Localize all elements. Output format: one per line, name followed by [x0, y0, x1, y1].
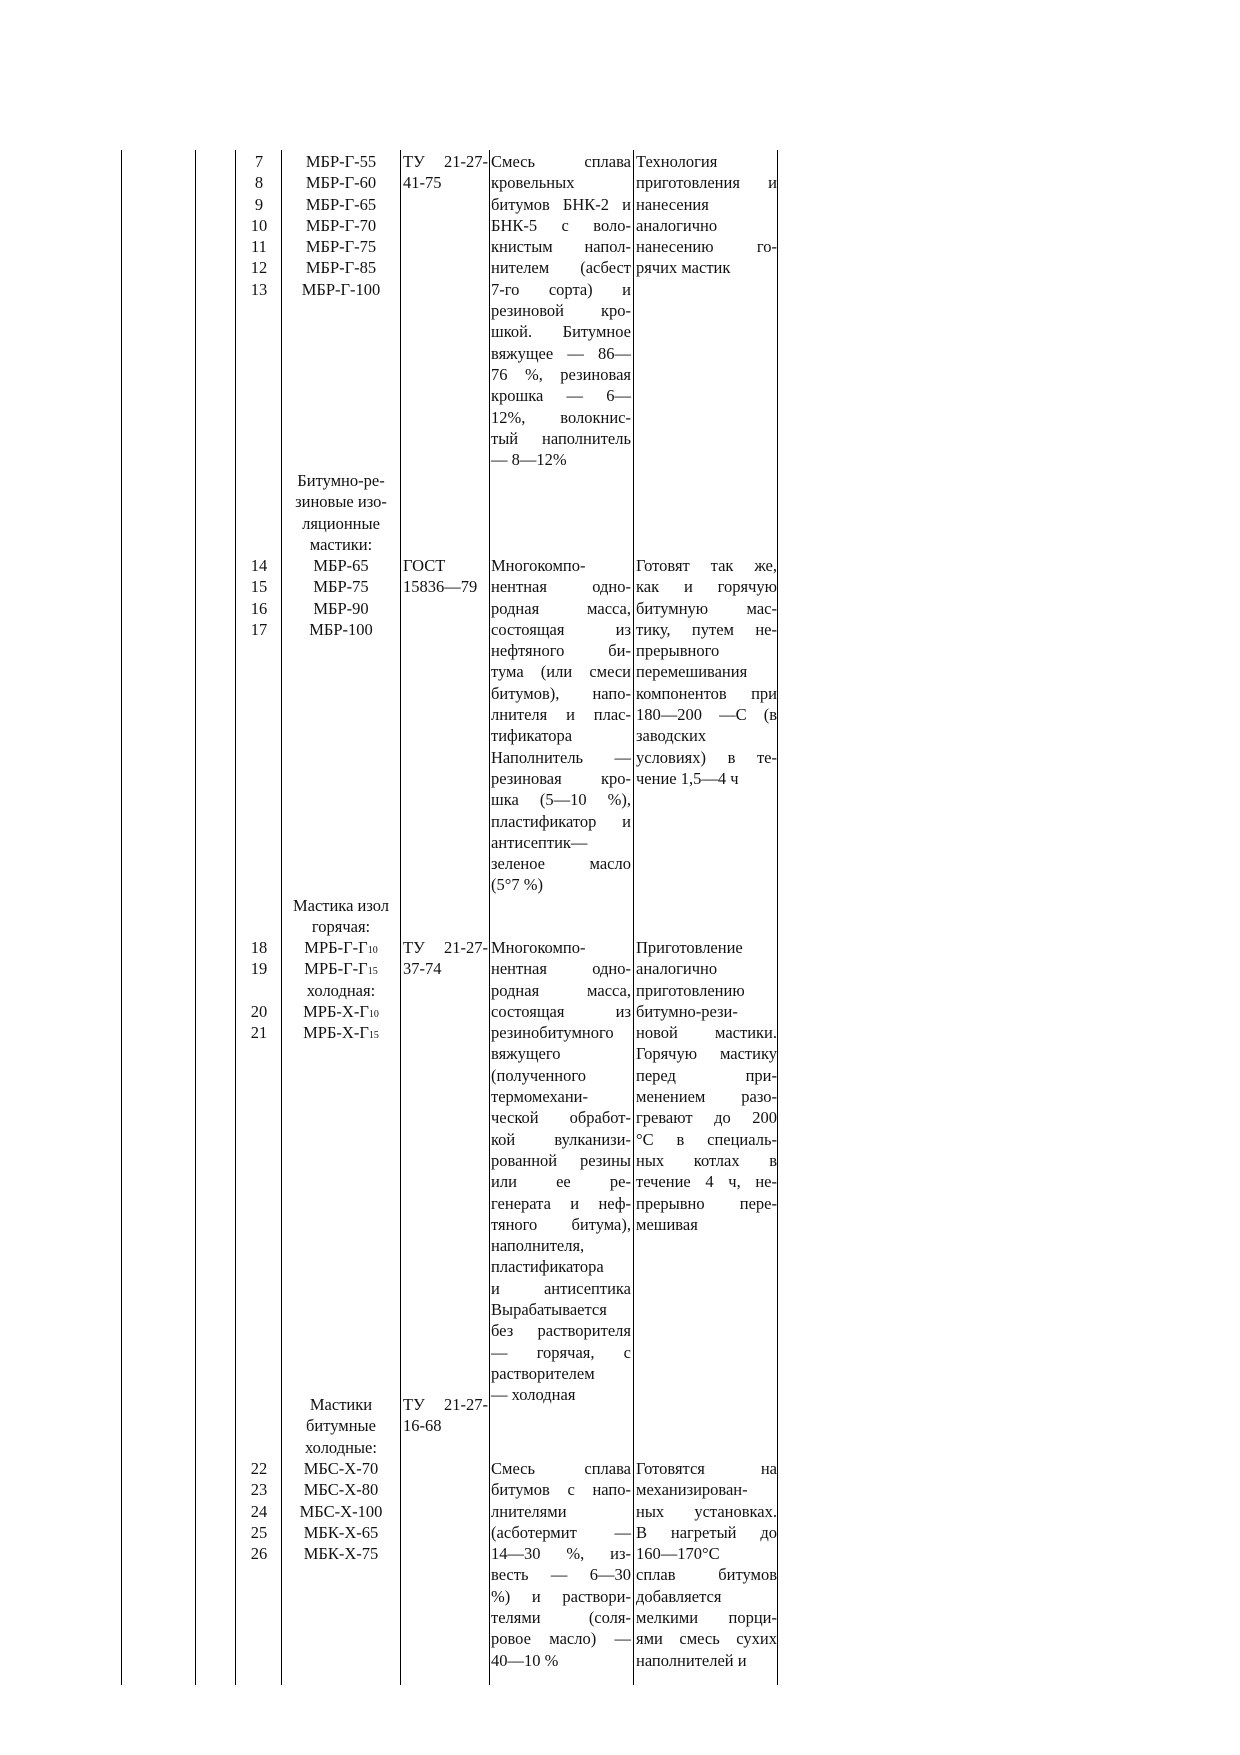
group4-description-line: 40—10 %: [491, 1650, 559, 1670]
group2-heading-line: мастики:: [309, 534, 373, 554]
group1-technology-line: Технология: [636, 152, 718, 171]
group1-description: [491, 151, 631, 470]
group2-numbers-line: 14: [250, 556, 268, 575]
group3-heading-line: горячая:: [311, 917, 371, 937]
group1-description-line: резиновой кро-: [491, 301, 631, 321]
group4-standard-line: ТУ 21-27-: [403, 1395, 488, 1414]
group3-technology-line: Горячую мастику: [636, 1044, 777, 1064]
group3-numbers-hot: [238, 937, 280, 980]
group2-numbers-line: 17: [250, 619, 268, 639]
group2-technology-line: заводских: [636, 726, 707, 746]
group1-numbers-line: 12: [250, 258, 268, 278]
group2-technology-line: условиях) в те-: [636, 747, 777, 767]
group2-names-line: МБР-100: [309, 619, 373, 639]
group1-technology-line: приготовления и: [636, 173, 777, 193]
group3-description-line: без растворителя: [491, 1321, 631, 1341]
group3-technology-line: гревают до 200: [636, 1108, 777, 1128]
group1-description-line: тый наполнитель: [491, 428, 631, 448]
group3-description-line: Многокомпо-: [491, 938, 586, 957]
group3-technology-line: °С в специаль-: [636, 1129, 777, 1149]
table-border-1: [121, 150, 122, 1685]
group4-technology-line: ями смесь сухих: [636, 1629, 777, 1649]
group1-numbers-line: 10: [250, 215, 268, 235]
group3-description-line: термомехани-: [491, 1087, 588, 1107]
group1-description-line: 7-го сорта) и: [491, 279, 631, 299]
group1-description-line: кровельных: [491, 173, 575, 193]
group1-standard-line: ТУ 21-27-: [403, 152, 488, 171]
group4-numbers-line: 23: [250, 1480, 268, 1500]
group1-technology-line: аналогично: [636, 215, 718, 235]
group3-technology-line: Приготовление: [636, 938, 743, 957]
group3-description: [491, 937, 631, 1406]
group3-description-line: рованной резины: [491, 1150, 631, 1170]
group3-description-line: нентная одно-: [491, 959, 631, 979]
group1-numbers: [238, 151, 280, 300]
group2-description-line: шка (5—10 %),: [491, 790, 631, 810]
group3-cold-label: холодная:: [306, 981, 376, 1000]
group1-standard: [403, 151, 488, 194]
group2-description-line: Наполнитель —: [491, 747, 631, 767]
group4-technology-line: В нагретый до: [636, 1522, 777, 1542]
group4-technology-line: Готовятся на: [636, 1459, 777, 1478]
group1-numbers-line: 8: [254, 173, 264, 193]
group4-standard: [403, 1394, 488, 1437]
group2-standard-line: 15836—79: [403, 577, 478, 597]
group4-technology-line: добавляется: [636, 1586, 722, 1606]
table-border-2: [195, 150, 196, 1685]
group3-description-line: кой вулканизи-: [491, 1129, 631, 1149]
group4-numbers-line: 26: [250, 1544, 268, 1564]
group2-description-line: родная масса,: [491, 598, 631, 618]
group4-technology: [636, 1458, 777, 1671]
group1-names-line: МБР-Г-65: [305, 194, 377, 214]
group2-numbers-line: 15: [250, 577, 268, 597]
group1-technology-line: рячих мастик: [636, 258, 731, 278]
group4-names-line: МБС-Х-100: [299, 1501, 383, 1521]
group1-technology: [636, 151, 777, 279]
group2-heading-line: зиновые изо-: [295, 492, 387, 512]
group2-description-line: нентная одно-: [491, 577, 631, 597]
group1-description-line: БНК-5 с воло-: [491, 215, 631, 235]
group2-description-line: резиновая кро-: [491, 768, 631, 788]
group2-numbers: [238, 555, 280, 640]
group4-numbers-line: 25: [250, 1522, 268, 1542]
group3-heading: [284, 895, 398, 938]
group2-names: [284, 555, 398, 640]
group3-technology-line: течение 4 ч, не-: [636, 1172, 777, 1192]
group2-description-line: тификатора: [491, 726, 573, 746]
group2-description-line: битумов), напо-: [491, 683, 631, 703]
group1-description-line: — 8—12%: [491, 450, 567, 470]
group3-technology: [636, 937, 777, 1235]
group4-description-line: Смесь сплава: [491, 1459, 631, 1478]
table-border-6: [489, 150, 490, 1685]
group4-description-line: (асботермит —: [491, 1522, 631, 1542]
group4-technology-line: механизирован-: [636, 1480, 748, 1500]
group4-numbers: [238, 1458, 280, 1564]
group3-technology-line: менением разо-: [636, 1087, 777, 1107]
group2-standard: [403, 555, 488, 598]
group4-technology-line: 160—170°С: [636, 1544, 720, 1564]
group2-numbers-line: 16: [250, 598, 268, 618]
group1-description-line: Смесь сплава: [491, 152, 631, 171]
group4-heading: [284, 1394, 398, 1458]
group3-heading-line: Мастика изол: [292, 896, 390, 915]
group2-heading: [284, 470, 398, 555]
group4-heading-line: холодные:: [305, 1437, 377, 1457]
group4-description-line: битумов с напо-: [491, 1480, 631, 1500]
group1-numbers-line: 9: [254, 194, 264, 214]
group3-technology-line: мешивая: [636, 1214, 698, 1234]
group1-names-line: МБР-Г-55: [305, 152, 377, 171]
group4-description-line: весть — 6—30: [491, 1565, 631, 1585]
group4-numbers-line: 22: [250, 1459, 268, 1478]
group2-technology-line: битумную мас-: [636, 598, 777, 618]
group3-numbers-cold: [238, 1001, 280, 1044]
group3-description-line: Вырабатывается: [491, 1300, 607, 1320]
group1-numbers-line: 11: [251, 237, 267, 257]
group3-standard-line: 37-74: [403, 959, 442, 979]
group1-description-line: книстым напол-: [491, 237, 631, 257]
group2-heading-line: ляционные: [302, 513, 380, 533]
group1-description-line: нителем (асбест: [491, 258, 631, 278]
group3-description-line: ческой обработ-: [491, 1108, 631, 1128]
group1-names-line: МБР-Г-60: [305, 173, 377, 193]
table-border-4: [281, 150, 282, 1685]
group3-description-line: родная масса,: [491, 980, 631, 1000]
group4-names-line: МБК-Х-65: [303, 1522, 379, 1542]
group1-names-line: МБР-Г-85: [305, 258, 377, 278]
group2-names-line: МБР-65: [313, 556, 369, 575]
table-border-3: [235, 150, 236, 1685]
group4-technology-line: мелкими порци-: [636, 1608, 777, 1628]
group2-technology-line: прерывного: [636, 641, 720, 661]
group2-technology-line: тику, путем не-: [636, 619, 777, 639]
group3-description-line: — холодная: [491, 1385, 576, 1405]
group3-names-hot: МРБ-Г-Г10 МРБ-Г-Г15: [304, 938, 378, 979]
group2-standard-line: ГОСТ: [403, 556, 446, 575]
group2-heading-line: Битумно-ре-: [297, 471, 385, 490]
group1-technology-line: нанесения: [636, 194, 709, 214]
group4-standard-line: 16-68: [403, 1416, 442, 1436]
group3-description-line: состоящая из: [491, 1001, 631, 1021]
group1-description-line: вяжущее — 86—: [491, 343, 631, 363]
group1-description-line: битумов БНК-2 и: [491, 194, 631, 214]
group3-description-line: генерата и неф-: [491, 1193, 631, 1213]
group1-description-line: 12%, волокнис-: [491, 407, 631, 427]
group3-technology-line: перед при-: [636, 1065, 777, 1085]
group4-names-line: МБС-Х-80: [303, 1480, 379, 1500]
group4-description-line: ровое масло) —: [491, 1629, 631, 1649]
group1-names-line: МБР-Г-75: [305, 237, 377, 257]
group1-description-line: шкой. Битумное: [491, 322, 631, 342]
group2-technology-line: 180—200 —С (в: [636, 705, 777, 725]
group2-technology-line: перемешивания: [636, 662, 748, 682]
group4-names: [284, 1458, 398, 1564]
group1-names-line: МБР-Г-70: [305, 215, 377, 235]
group4-technology-line: сплав битумов: [636, 1565, 777, 1585]
group3-technology-line: приготовлению: [636, 980, 745, 1000]
group1-description-line: крошка — 6—: [491, 386, 631, 406]
group4-description-line: лнителями: [491, 1501, 567, 1521]
group2-technology: [636, 555, 777, 789]
group2-description: [491, 555, 631, 896]
group3-numbers-cold-line: 21: [250, 1023, 268, 1043]
group3-standard-line: ТУ 21-27-: [403, 938, 488, 957]
group2-description-line: тума (или смеси: [491, 662, 631, 682]
group3-description-line: или ее ре-: [491, 1172, 631, 1192]
group4-names-line: МБС-Х-70: [303, 1459, 379, 1478]
group4-numbers-line: 24: [250, 1501, 268, 1521]
group2-technology-line: Готовят так же,: [636, 556, 777, 575]
group3-numbers-hot-line: 19: [250, 959, 268, 979]
group2-technology-line: как и горячую: [636, 577, 777, 597]
group1-numbers-line: 7: [254, 152, 264, 171]
group4-description-line: 14—30 %, из-: [491, 1544, 631, 1564]
group4-heading-line: Мастики: [309, 1395, 373, 1414]
group2-description-line: зеленое масло: [491, 854, 631, 874]
group3-description-line: растворителем: [491, 1363, 595, 1383]
group3-description-line: наполнителя,: [491, 1236, 585, 1256]
group2-technology-line: чение 1,5—4 ч: [636, 768, 739, 788]
group4-technology-line: ных установках.: [636, 1501, 777, 1521]
group3-description-line: резинобитумного: [491, 1023, 614, 1043]
group2-description-line: нефтяного би-: [491, 641, 631, 661]
group3-numbers-cold-line: 20: [250, 1002, 268, 1021]
group3-description-line: и антисептика: [491, 1278, 631, 1298]
group3-numbers-hot-line: 18: [250, 938, 268, 957]
group1-names: [284, 151, 398, 300]
group3-description-line: (полученного: [491, 1065, 586, 1085]
group1-names-line: МБР-Г-100: [301, 279, 381, 299]
group4-description: [491, 1458, 631, 1671]
group3-description-line: — горячая, с: [491, 1342, 631, 1362]
group2-technology-line: компонентов при: [636, 683, 777, 703]
group4-names-line: МБК-Х-75: [303, 1544, 379, 1564]
group1-description-line: 76 %, резиновая: [491, 364, 631, 384]
group3-standard: [403, 937, 488, 980]
group3-names-cold: МРБ-Х-Г10 МРБ-Х-Г15: [303, 1002, 379, 1043]
group3-description-line: вяжущего: [491, 1044, 561, 1064]
group3-technology-line: новой мастики.: [636, 1023, 777, 1043]
group1-standard-line: 41-75: [403, 173, 442, 193]
group3-technology-line: аналогично: [636, 959, 718, 979]
group1-technology-line: нанесению го-: [636, 237, 777, 257]
group2-description-line: лнителя и плас-: [491, 705, 631, 725]
group3-description-line: пластификатора: [491, 1257, 604, 1277]
group2-description-line: состоящая из: [491, 619, 631, 639]
group2-description-line: пластификатор и: [491, 811, 631, 831]
table-border-5: [400, 150, 401, 1685]
group2-names-line: МБР-75: [313, 577, 369, 597]
table-border-7: [633, 150, 634, 1685]
group4-description-line: телями (соля-: [491, 1608, 631, 1628]
group1-numbers-line: 13: [250, 279, 268, 299]
group2-description-line: Многокомпо-: [491, 556, 586, 575]
group2-description-line: антисептик—: [491, 832, 588, 852]
group3-technology-line: битумно-рези-: [636, 1001, 738, 1021]
group3-description-line: тяного битума),: [491, 1214, 631, 1234]
group4-technology-line: наполнителей и: [636, 1650, 747, 1670]
group3-technology-line: прерывно пере-: [636, 1193, 777, 1213]
table-border-8: [777, 150, 778, 1685]
group2-names-line: МБР-90: [313, 598, 369, 618]
group2-description-line: (5°7 %): [491, 875, 543, 895]
group3-technology-line: ных котлах в: [636, 1150, 777, 1170]
group4-heading-line: битумные: [306, 1416, 376, 1436]
group4-description-line: %) и раствори-: [491, 1586, 631, 1606]
